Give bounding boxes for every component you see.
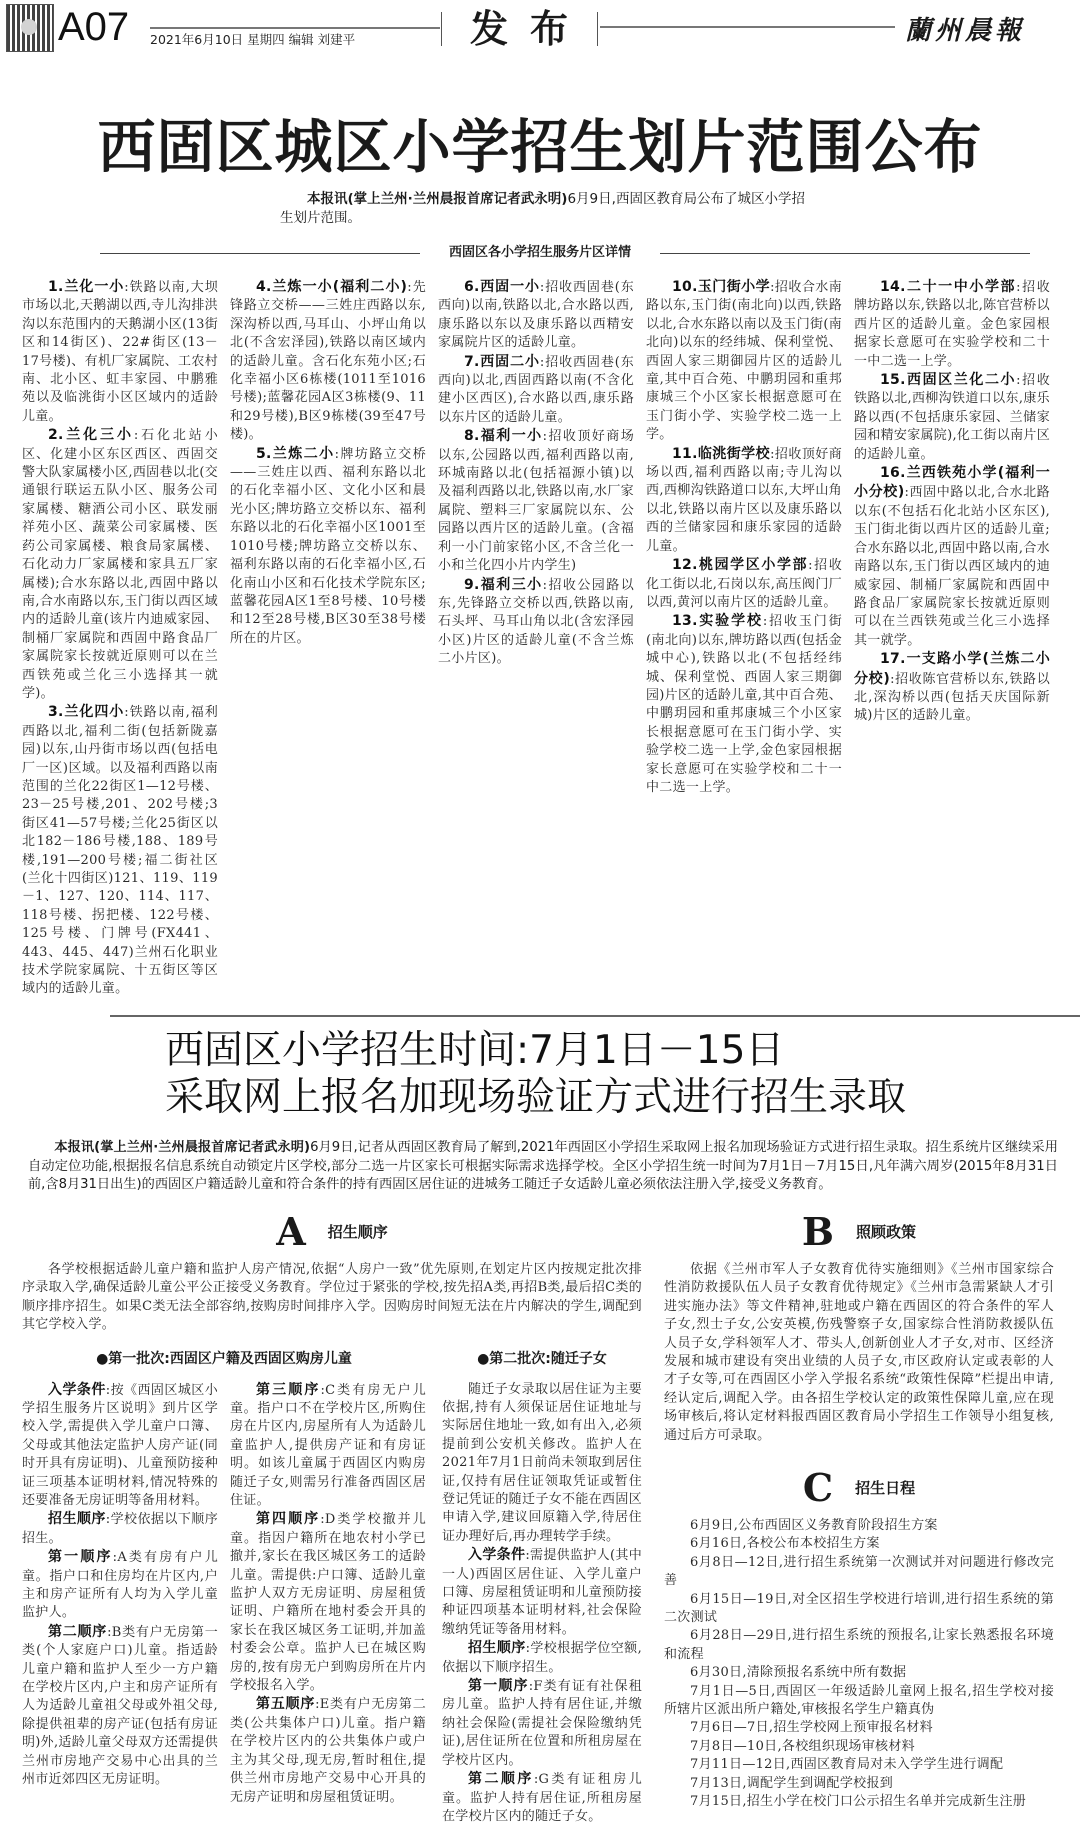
school-entry: 11.临洮街学校:招收顶好商场以西,福利西路以南;寺儿沟以西,西柳沟铁路道口以东,大坪山角以北,铁路以南片区以及康乐路以西的兰储家园和康乐家园的适龄儿童。 xyxy=(646,445,843,554)
school-entry: 16.兰西铁苑小学(福利一小分校):西固中路以北,合水北路以东(不包括石化北站小区东区),玉门街北街以西片区的适龄儿童;合水东路以北,西固中路以南,合水南路以东,玉门街以西区域内的迪威家园、制桶厂家属院和西固中路食品厂家属院家长按就近原则可以在兰西铁苑或兰化三小选择其一就学。 xyxy=(854,465,1050,648)
schedule-item: 6月8日—12日,进行招生系统第一次测试并对问题进行修改完善 xyxy=(664,1554,1054,1589)
batch-paragraph: 招生顺序:学校根据学位空额,依据以下顺序招生。 xyxy=(442,1640,643,1675)
school-entry: 7.西固二小:招收西固巷(东西向)以北,西固西路以南(不含化建小区西区),合水路以西,康乐路以东片区的适龄儿童。 xyxy=(438,353,635,425)
page-number: A07 xyxy=(58,5,130,49)
column-2 xyxy=(230,278,426,648)
batch2-column xyxy=(442,1381,642,1827)
section-bc xyxy=(664,1201,1054,1812)
subhead-text: 西固区各小学招生服务片区详情 xyxy=(448,245,631,260)
schedule-item: 7月6日—7日,招生学校网上预审报名材料 xyxy=(690,1720,933,1736)
batch-paragraph: 第五顺序:E类有户无房第二类(公共集体户口)儿童。指户籍在学校片区内的公共集体户或户主为其父母,现无房,暂时租住,提供兰州市房地产交易中心开具的无房产证明和房屋租赁证明。 xyxy=(230,1696,427,1805)
masthead-rule-right xyxy=(600,26,895,28)
masthead-separator xyxy=(441,12,442,46)
intro-paragraph: 各学校根据适龄儿童户籍和监护人房产情况,依据“人房户一致”优先原则,在划定片区内按规定批次排序录取入学,确保适龄儿童公平公正接受义务教育。学位过于紧张的学校,按先招A类,再招B类,最后招C类的顺序排序招生。如果C类无法全部容纳,按购房时间排序入学。因购房时间短无法在片内解决的学生,调配到其它学校入学。 xyxy=(22,1261,642,1333)
schedule-item: 6月15日—19日,对全区招生学校进行培训,进行招生系统的第二次测试 xyxy=(664,1591,1054,1626)
column-1 xyxy=(22,278,218,999)
schedule-item: 6月30日,清除预报名系统中所有数据 xyxy=(690,1665,907,1681)
schedule-list xyxy=(664,1517,1054,1812)
batch2-title: ●第二批次:随迁子女 xyxy=(477,1350,607,1367)
section-a-header xyxy=(22,1208,642,1254)
school-entry: 5.兰炼二小:牌坊路立交桥——三姓庄以西、福利东路以北的石化幸福小区、文化小区和晨光小区;牌坊路立交桥以东、福利东路以北的石化幸福小区1001至1010号楼;牌坊路立交桥以东、福利东路以南的石化幸福小区,石化南山小区和石化技术学院东区;蓝馨花园A区1至8号楼、10号楼和12至28号楼,B区30至38号楼所在的片区。 xyxy=(230,445,427,646)
schedule-item: 7月1日—5日,西固区一年级适龄儿童网上报名,招生学校对接所辖片区派出所户籍处,审核报名学生户籍真伪 xyxy=(664,1683,1054,1718)
dateline: 2021年6月10日 星期四 编辑 刘建平 xyxy=(150,32,356,47)
section-letter: C xyxy=(802,1465,834,1511)
schedule-item: 7月15日,招生小学在校门口公示招生名单并完成新生注册 xyxy=(690,1794,1027,1810)
batch-paragraph: 入学条件:按《西固区城区小学招生服务片区说明》到片区学校入学,需提供入学儿童户口簿、父母或其他法定监护人房产证(同时开具有房证明)、儿童预防接种证三项基本证明材料,情况特殊的还要准备无房证明等备用材料。 xyxy=(22,1381,218,1509)
batch-columns xyxy=(22,1335,642,1827)
batch-paragraph: 第一顺序:F类有证有社保租房儿童。监护人持有居住证,并缴纳社会保险(需提社会保险缴纳凭证),居住证所在位置和所租房屋在学校片区内。 xyxy=(442,1678,642,1768)
masthead-rule-left xyxy=(150,27,440,29)
batch-paragraph: 随迁子女录取以居住证为主要依据,持有人须保证居住证地址与实际居住地址一致,如有出入,必须提前到公安机关修改。监护人在2021年7月1日前尚未领取到居住证,仅持有居住证领取凭证或暂住登记凭证的随迁子女不能在西固区申请入学,建议回原籍入学,待居住证办理好后,再办理转学手续。 xyxy=(442,1381,642,1544)
school-entry: 10.玉门街小学:招收合水南路以东,玉门街(南北向)以西,铁路以北,合水东路以南以及玉门街(南北向)以东的经纬城、保利堂悦、西固人家三期御园片区的适龄儿童,其中百合苑、中鹏玥园和重邦康城三个小区家长根据意愿可在玉门街小学、实验学校二选一上学。 xyxy=(646,279,843,443)
school-entry: 9.福利三小:招收公园路以东,先锋路立交桥以西,铁路以南,石头坪、马耳山角以北(含宏泽园小区)片区的适龄儿童(不含兰炼二小片区)。 xyxy=(438,576,635,667)
article2-lead xyxy=(28,1139,1058,1195)
batch1 xyxy=(22,1335,426,1807)
article-divider xyxy=(110,1015,1080,1017)
school-entry: 12.桃园学区小学部:招收化工街以北,石岗以东,高压阀门厂以西,黄河以南片区的适龄儿童。 xyxy=(646,557,843,610)
section-b-header xyxy=(664,1208,1054,1254)
article2-headline xyxy=(165,1027,1080,1121)
section-c-header xyxy=(664,1467,1054,1509)
batch1-column-2 xyxy=(230,1381,426,1807)
section-a xyxy=(22,1201,642,1826)
schedule-item: 7月8日—10日,各校组织现场审核材料 xyxy=(690,1738,915,1754)
policy-paragraph: 依据《兰州市军人子女教育优待实施细则》《兰州市国家综合性消防救援队伍人员子女教育优待规定》《兰州市急需紧缺人才引进实施办法》等文件精神,驻地或户籍在西固区的符合条件的军人子女,烈士子女,公安英模,伤残警察子女,国家综合性消防救援队伍人员子女,学科领军人才、带头人,创新创业人才子女,对市、区经济发展和城市建设有突出业绩的人员子女,市区政府认定或表彰的人才子女等,可在西固区小学入学报名系统“政策性保障”栏提出申请,经认定后,调配入学。由各招生学校认定的政策性保障儿童,应在现场审核后,将认定材料报西固区教育局小学招生工作领导小组复核,通过后方可录取。 xyxy=(664,1261,1054,1443)
lead-text: 6月9日,记者从西固区教育局了解到,2021年西固区小学招生采取网上报名加现场验证方式进行招生录取。招生系统片区继续采用自动定位功能,根据报名信息系统自动锁定片区学校,部分二选一片区家长可根据实际需求选择学校。全区小学招生统一时间为7月1日－7月15日,凡年满六周岁(2015年8月31日前,含8月31日出生)的西固区户籍适龄儿童和符合条件的持有西固区居住证的进城务工随迁子女适龄儿童必须依法注册入学,接受义务教育。 xyxy=(28,1139,1058,1193)
schedule-item: 7月13日,调配学生到调配学校报到 xyxy=(690,1775,894,1791)
school-entry: 8.福利一小:招收顶好商场以东,公园路以西,福利西路以南,环城南路以北(包括福源小镇)以及福利西路以北,铁路以南,水厂家属院、塑料三厂家属院以东、公园路以西片区的适龄儿童。(含福利一小门前家铭小区,不含兰化一小和兰化四小片内学生) xyxy=(438,428,635,574)
school-entry: 1.兰化一小:铁路以南,大坝市场以北,天鹅湖以西,寺儿沟排洪沟以东范围内的天鹅湖小区(13街区和14街区)、22#街区(13－17号楼)、有机厂家属院、工农村南、北小区、虹丰家园、中鹏雅苑以及临洮街小区区域内的适龄儿童。 xyxy=(22,279,219,424)
school-entry: 14.二十一中小学部:招收牌坊路以东,铁路以北,陈官营桥以西片区的适龄儿童。金色家园根据家长意愿可在实验学校和二十一中二选一上学。 xyxy=(854,279,1051,369)
section-title: 招生顺序 xyxy=(327,1222,388,1241)
headline-line-2: 采取网上报名加现场验证方式进行招生录取 xyxy=(165,1074,907,1120)
school-entry: 13.实验学校:招收玉门街(南北向)以东,牌坊路以西(包括金城中心),铁路以北(不包括经纬城、保利堂悦、西固人家三期御园)片区的适龄儿童,其中百合苑、中鹏玥园和重邦康城三个小区家长根据意愿可在玉门街小学、实验学校二选一上学,金色家园根据家长意愿可在实验学校和二十一中二选一上学。 xyxy=(646,613,843,795)
batch-paragraph: 第二顺序:G类有证租房儿童。监护人持有居住证,所租房屋在学校片区内的随迁子女。 xyxy=(442,1771,642,1824)
section-a-intro xyxy=(22,1261,642,1335)
schedule-item: 6月16日,各校公布本校招生方案 xyxy=(690,1536,880,1552)
masthead-separator xyxy=(597,12,598,46)
subhead-rule xyxy=(100,253,420,254)
section-letter: A xyxy=(276,1208,306,1254)
section-title: 照顾政策 xyxy=(856,1222,917,1241)
article1-columns xyxy=(0,278,1080,999)
section-title: 发布 xyxy=(470,6,591,51)
column-3 xyxy=(438,278,634,669)
batch1-column-1 xyxy=(22,1381,218,1790)
schedule-item: 6月28日—29日,进行招生系统的预报名,让家长熟悉报名环境和流程 xyxy=(664,1628,1054,1662)
lead-text: 6月9日,西固区教育局公布了城区小学招生划片范围。 xyxy=(280,191,805,226)
page-body xyxy=(0,100,1080,1846)
batch-paragraph: 入学条件:需提供监护人(其中一人)西固区居住证、入学儿童户口簿、房屋租赁证明和儿童预防接种证四项基本证明材料,社会保险缴纳凭证等备用材料。 xyxy=(442,1547,643,1637)
batch-paragraph: 招生顺序:学校依据以下顺序招生。 xyxy=(22,1511,218,1546)
newspaper-name: 蘭州晨報 xyxy=(905,16,1026,46)
headline-line-1: 西固区小学招生时间:7月1日－15日 xyxy=(165,1027,785,1073)
article1-lead xyxy=(280,190,805,228)
batch-paragraph: 第一顺序:A类有房有户儿童。指户口和住房均在片区内,户主和房产证所有人均为入学儿童监护人。 xyxy=(22,1549,218,1621)
page-bottom-spacer xyxy=(0,1826,1080,1846)
batch-paragraph: 第三顺序:C类有房无户儿童。指户口不在学校片区,所购住房在片区内,房屋所有人为适龄儿童监护人,提供房产证和有房证明。如该儿童属于西固区内购房随迁子女,则需另行准备西固区居住证。 xyxy=(230,1381,427,1509)
qr-code-icon xyxy=(6,4,54,52)
batch-paragraph: 第二顺序:B类有户无房第一类(个人家庭户口)儿童。指适龄儿童户籍和监护人至少一方户籍在学校片区内,户主和房产证所有人为适龄儿童祖父母或外祖父母,除提供祖辈的房产证(包括有房证明)外,适龄儿童父母双方还需提供兰州市房地产交易中心出具的兰州市近郊四区无房证明。 xyxy=(22,1623,219,1788)
column-4 xyxy=(646,278,842,797)
batch2 xyxy=(442,1335,642,1827)
school-entry: 15.西固区兰化二小:招收铁路以北,西柳沟铁道口以东,康乐路以西(不包括康乐家园、兰储家园和精安家属院),化工街以南片区的适龄儿童。 xyxy=(854,372,1051,462)
batch-paragraph: 第四顺序:D类学校撤并儿童。指因户籍所在地农村小学已撤并,家长在我区城区务工的适龄儿童。需提供:户口簿、适龄儿童监护人双方无房证明、房屋租赁证明、户籍所在地村委会开具的家长在我区城区务工证明,并加盖村委会公章。监护人已在城区购房的,按有房无户到购房所在片内学校报名入学。 xyxy=(230,1511,427,1694)
section-letter: B xyxy=(801,1208,835,1254)
section-title: 招生日程 xyxy=(855,1479,916,1498)
column-5 xyxy=(854,278,1050,726)
lead-byline: 本报讯(掌上兰州·兰州晨报首席记者武永明) xyxy=(54,1139,311,1155)
article1-subhead xyxy=(0,242,1080,264)
school-entry: 6.西固一小:招收西固巷(东西向)以南,铁路以北,合水路以西,康乐路以东以及康乐路以西精安家属院片区的适龄儿童。 xyxy=(438,279,635,351)
school-entry: 2.兰化三小:石化北站小区、化建小区东区西区、西固交警大队家属楼小区,西固巷以北(交通银行联运五队小区、服务公司家属楼、糖酒公司小区、联发丽祥苑小区、蔬菜公司家属楼、医药公司家属楼、粮食局家属楼、石化动力厂家属楼和家具五厂家属楼);合水东路以北,西固中路以南,合水南路以东,玉门街以西区域内的适龄儿童(该片内迪威家园、制桶厂家属院和西固中路食品厂家属院家长按就近原则可以在兰西铁苑或兰化三小选择其一就学)。 xyxy=(22,427,219,701)
schedule-item: 6月9日,公布西固区义务教育阶段招生方案 xyxy=(690,1518,938,1534)
lead-byline: 本报讯(掌上兰州·兰州晨报首席记者武永明) xyxy=(307,191,568,207)
article2-sections xyxy=(0,1201,1080,1826)
school-entry: 4.兰炼一小(福利二小):先锋路立交桥——三姓庄西路以东,深沟桥以西,马耳山、小坪山角以北(不含宏泽园),铁路以南区域内的适龄儿童。含石化东苑小区;石化幸福小区6栋楼(1011至1016号楼);蓝馨花园A区3栋楼(9、11和29号楼),B区9栋楼(39至47号楼)。 xyxy=(230,279,426,443)
batch1-body xyxy=(22,1381,426,1807)
subhead-rule xyxy=(660,253,1030,254)
article1-headline: 西固区城区小学招生划片范围公布 xyxy=(97,113,983,181)
schedule-item: 7月11日—12日,西固区教育局对未入学学生进行调配 xyxy=(690,1757,1004,1773)
section-b-body xyxy=(664,1261,1054,1445)
school-entry: 3.兰化四小:铁路以南,福利西路以北,福利二街(包括新陇嘉园)以东,山丹街市场以西(包括电厂一区)区域。以及福利西路以南范围的兰化22街区1—12号楼、23－25号楼,201、202号楼;3街区41—57号楼;兰化25街区以北182－186号楼,188、189号楼,191—200号楼;福二街社区(兰化十四街区)121、119、119－1、127、120、114、117、118号楼、拐把楼、122号楼、125号楼、门牌号(FX441、443、445、447)兰州石化职业技术学院家属院、十五街区等区域内的适龄儿童。 xyxy=(22,704,219,997)
batch1-title: ●第一批次:西固区户籍及西固区购房儿童 xyxy=(96,1350,352,1367)
school-entry: 17.一支路小学(兰炼二小分校):招收陈官营桥以东,铁路以北,深沟桥以西(包括天庆国际新城)片区的适龄儿童。 xyxy=(854,651,1050,724)
